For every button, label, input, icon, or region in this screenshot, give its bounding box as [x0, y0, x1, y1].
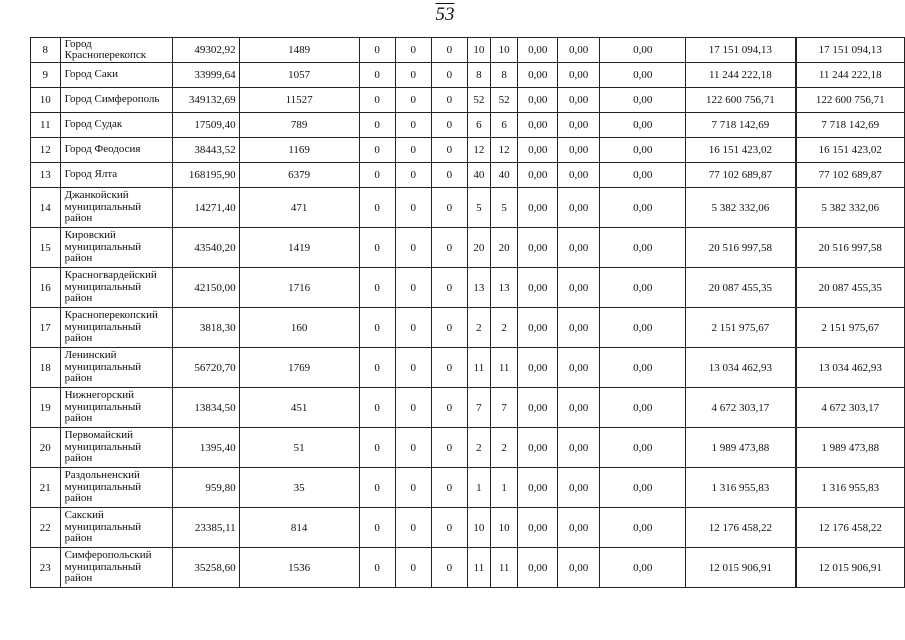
value-col-5-cell: 8 — [490, 63, 518, 88]
count-cell: 160 — [239, 308, 359, 348]
decimal-col-1-cell: 0,00 — [518, 113, 558, 138]
table-row — [31, 138, 905, 163]
value-col-1-cell: 0 — [359, 188, 395, 228]
count-cell: 51 — [239, 428, 359, 468]
value-col-2-cell: 0 — [395, 63, 431, 88]
municipality-name-cell: Красноперекопский муниципальный район — [60, 308, 173, 348]
table-row — [31, 388, 905, 428]
municipality-name-cell: Город Саки — [60, 63, 173, 88]
row-number-cell: 22 — [31, 508, 61, 548]
decimal-col-1-cell: 0,00 — [518, 428, 558, 468]
area-cell: 13834,50 — [173, 388, 240, 428]
table-body — [31, 38, 905, 588]
decimal-col-2-cell: 0,00 — [557, 308, 599, 348]
area-cell: 35258,60 — [173, 548, 240, 588]
count-cell: 1716 — [239, 268, 359, 308]
value-col-5-cell: 10 — [490, 508, 518, 548]
municipality-name-cell: Симферопольский муниципальный район — [60, 548, 173, 588]
total-cell: 7 718 142,69 — [796, 113, 905, 138]
value-col-4-cell: 7 — [468, 388, 491, 428]
decimal-col-2-cell: 0,00 — [557, 468, 599, 508]
amount-cell: 16 151 423,02 — [686, 138, 796, 163]
decimal-col-2-cell: 0,00 — [557, 138, 599, 163]
value-col-3-cell: 0 — [431, 88, 467, 113]
amount-cell: 77 102 689,87 — [686, 163, 796, 188]
amount-cell: 20 516 997,58 — [686, 228, 796, 268]
value-col-2-cell: 0 — [395, 88, 431, 113]
decimal-col-1-cell: 0,00 — [518, 38, 558, 63]
table-row — [31, 548, 905, 588]
municipality-name-cell: Город Красноперекопск — [60, 38, 173, 63]
value-col-4-cell: 1 — [468, 468, 491, 508]
value-col-5-cell: 2 — [490, 308, 518, 348]
decimal-col-1-cell: 0,00 — [518, 63, 558, 88]
decimal-col-3-cell: 0,00 — [600, 138, 686, 163]
area-cell: 43540,20 — [173, 228, 240, 268]
total-cell: 1 989 473,88 — [796, 428, 905, 468]
decimal-col-3-cell: 0,00 — [600, 88, 686, 113]
decimal-col-1-cell: 0,00 — [518, 268, 558, 308]
amount-cell: 20 087 455,35 — [686, 268, 796, 308]
value-col-2-cell: 0 — [395, 348, 431, 388]
count-cell: 1169 — [239, 138, 359, 163]
table-row — [31, 88, 905, 113]
count-cell: 35 — [239, 468, 359, 508]
decimal-col-2-cell: 0,00 — [557, 188, 599, 228]
decimal-col-2-cell: 0,00 — [557, 348, 599, 388]
municipality-name-cell: Нижнегорский муниципальный район — [60, 388, 173, 428]
municipality-name-cell: Город Феодосия — [60, 138, 173, 163]
value-col-5-cell: 11 — [490, 548, 518, 588]
value-col-3-cell: 0 — [431, 428, 467, 468]
value-col-2-cell: 0 — [395, 188, 431, 228]
count-cell: 814 — [239, 508, 359, 548]
total-cell: 2 151 975,67 — [796, 308, 905, 348]
area-cell: 38443,52 — [173, 138, 240, 163]
value-col-2-cell: 0 — [395, 138, 431, 163]
value-col-3-cell: 0 — [431, 508, 467, 548]
value-col-1-cell: 0 — [359, 138, 395, 163]
amount-cell: 4 672 303,17 — [686, 388, 796, 428]
total-cell: 12 015 906,91 — [796, 548, 905, 588]
decimal-col-1-cell: 0,00 — [518, 548, 558, 588]
row-number-cell: 17 — [31, 308, 61, 348]
decimal-col-1-cell: 0,00 — [518, 163, 558, 188]
decimal-col-1-cell: 0,00 — [518, 188, 558, 228]
table-row — [31, 428, 905, 468]
value-col-2-cell: 0 — [395, 38, 431, 63]
row-number-cell: 16 — [31, 268, 61, 308]
decimal-col-3-cell: 0,00 — [600, 38, 686, 63]
decimal-col-1-cell: 0,00 — [518, 468, 558, 508]
table-row — [31, 268, 905, 308]
row-number-cell: 21 — [31, 468, 61, 508]
value-col-3-cell: 0 — [431, 163, 467, 188]
decimal-col-2-cell: 0,00 — [557, 113, 599, 138]
value-col-5-cell: 12 — [490, 138, 518, 163]
amount-cell: 17 151 094,13 — [686, 38, 796, 63]
area-cell: 17509,40 — [173, 113, 240, 138]
area-cell: 959,80 — [173, 468, 240, 508]
decimal-col-1-cell: 0,00 — [518, 228, 558, 268]
value-col-1-cell: 0 — [359, 163, 395, 188]
count-cell: 1536 — [239, 548, 359, 588]
count-cell: 789 — [239, 113, 359, 138]
value-col-4-cell: 5 — [468, 188, 491, 228]
amount-cell: 122 600 756,71 — [686, 88, 796, 113]
municipality-name-cell: Сакский муниципальный район — [60, 508, 173, 548]
decimal-col-3-cell: 0,00 — [600, 348, 686, 388]
municipality-name-cell: Первомайский муниципальный район — [60, 428, 173, 468]
decimal-col-3-cell: 0,00 — [600, 548, 686, 588]
count-cell: 1489 — [239, 38, 359, 63]
total-cell: 20 516 997,58 — [796, 228, 905, 268]
value-col-2-cell: 0 — [395, 163, 431, 188]
row-number-cell: 10 — [31, 88, 61, 113]
value-col-3-cell: 0 — [431, 308, 467, 348]
row-number-cell: 14 — [31, 188, 61, 228]
area-cell: 14271,40 — [173, 188, 240, 228]
value-col-1-cell: 0 — [359, 348, 395, 388]
municipality-name-cell: Красногвардейский муниципальный район — [60, 268, 173, 308]
value-col-5-cell: 13 — [490, 268, 518, 308]
decimal-col-3-cell: 0,00 — [600, 428, 686, 468]
value-col-4-cell: 13 — [468, 268, 491, 308]
table-row — [31, 228, 905, 268]
count-cell: 6379 — [239, 163, 359, 188]
decimal-col-2-cell: 0,00 — [557, 163, 599, 188]
decimal-col-2-cell: 0,00 — [557, 388, 599, 428]
value-col-3-cell: 0 — [431, 113, 467, 138]
municipality-name-cell: Ленинский муниципальный район — [60, 348, 173, 388]
value-col-5-cell: 6 — [490, 113, 518, 138]
row-number-cell: 12 — [31, 138, 61, 163]
decimal-col-2-cell: 0,00 — [557, 228, 599, 268]
total-cell: 11 244 222,18 — [796, 63, 905, 88]
value-col-5-cell: 20 — [490, 228, 518, 268]
total-cell: 20 087 455,35 — [796, 268, 905, 308]
value-col-2-cell: 0 — [395, 308, 431, 348]
value-col-1-cell: 0 — [359, 113, 395, 138]
area-cell: 168195,90 — [173, 163, 240, 188]
value-col-2-cell: 0 — [395, 548, 431, 588]
decimal-col-1-cell: 0,00 — [518, 348, 558, 388]
total-cell: 77 102 689,87 — [796, 163, 905, 188]
value-col-1-cell: 0 — [359, 548, 395, 588]
amount-cell: 11 244 222,18 — [686, 63, 796, 88]
decimal-col-3-cell: 0,00 — [600, 63, 686, 88]
municipality-name-cell: Город Ялта — [60, 163, 173, 188]
value-col-3-cell: 0 — [431, 138, 467, 163]
value-col-3-cell: 0 — [431, 188, 467, 228]
area-cell: 23385,11 — [173, 508, 240, 548]
decimal-col-1-cell: 0,00 — [518, 138, 558, 163]
value-col-1-cell: 0 — [359, 228, 395, 268]
page-number: 53 — [435, 4, 455, 25]
table-row — [31, 508, 905, 548]
data-table — [30, 37, 905, 588]
value-col-3-cell: 0 — [431, 348, 467, 388]
decimal-col-3-cell: 0,00 — [600, 113, 686, 138]
value-col-1-cell: 0 — [359, 428, 395, 468]
municipality-name-cell: Джанкойский муниципальный район — [60, 188, 173, 228]
decimal-col-2-cell: 0,00 — [557, 88, 599, 113]
amount-cell: 12 015 906,91 — [686, 548, 796, 588]
row-number-cell: 15 — [31, 228, 61, 268]
total-cell: 12 176 458,22 — [796, 508, 905, 548]
decimal-col-2-cell: 0,00 — [557, 38, 599, 63]
total-cell: 13 034 462,93 — [796, 348, 905, 388]
decimal-col-2-cell: 0,00 — [557, 268, 599, 308]
value-col-4-cell: 11 — [468, 348, 491, 388]
row-number-cell: 19 — [31, 388, 61, 428]
value-col-5-cell: 7 — [490, 388, 518, 428]
value-col-3-cell: 0 — [431, 38, 467, 63]
count-cell: 1769 — [239, 348, 359, 388]
row-number-cell: 8 — [31, 38, 61, 63]
amount-cell: 1 989 473,88 — [686, 428, 796, 468]
count-cell: 11527 — [239, 88, 359, 113]
value-col-4-cell: 40 — [468, 163, 491, 188]
area-cell: 42150,00 — [173, 268, 240, 308]
total-cell: 5 382 332,06 — [796, 188, 905, 228]
row-number-cell: 23 — [31, 548, 61, 588]
value-col-4-cell: 2 — [468, 428, 491, 468]
value-col-1-cell: 0 — [359, 308, 395, 348]
area-cell: 3818,30 — [173, 308, 240, 348]
table-row — [31, 188, 905, 228]
area-cell: 33999,64 — [173, 63, 240, 88]
value-col-1-cell: 0 — [359, 468, 395, 508]
table-row — [31, 163, 905, 188]
municipality-name-cell: Город Симферополь — [60, 88, 173, 113]
decimal-col-2-cell: 0,00 — [557, 548, 599, 588]
table-row — [31, 113, 905, 138]
value-col-2-cell: 0 — [395, 268, 431, 308]
total-cell: 17 151 094,13 — [796, 38, 905, 63]
amount-cell: 1 316 955,83 — [686, 468, 796, 508]
municipality-name-cell: Раздольненский муниципальный район — [60, 468, 173, 508]
decimal-col-3-cell: 0,00 — [600, 188, 686, 228]
value-col-2-cell: 0 — [395, 388, 431, 428]
value-col-5-cell: 10 — [490, 38, 518, 63]
value-col-2-cell: 0 — [395, 428, 431, 468]
count-cell: 471 — [239, 188, 359, 228]
value-col-3-cell: 0 — [431, 468, 467, 508]
value-col-2-cell: 0 — [395, 113, 431, 138]
total-cell: 16 151 423,02 — [796, 138, 905, 163]
value-col-2-cell: 0 — [395, 508, 431, 548]
area-cell: 56720,70 — [173, 348, 240, 388]
row-number-cell: 13 — [31, 163, 61, 188]
value-col-1-cell: 0 — [359, 63, 395, 88]
count-cell: 1419 — [239, 228, 359, 268]
table-row — [31, 38, 905, 63]
decimal-col-3-cell: 0,00 — [600, 468, 686, 508]
table-row — [31, 308, 905, 348]
value-col-3-cell: 0 — [431, 388, 467, 428]
total-cell: 1 316 955,83 — [796, 468, 905, 508]
value-col-5-cell: 52 — [490, 88, 518, 113]
amount-cell: 13 034 462,93 — [686, 348, 796, 388]
value-col-2-cell: 0 — [395, 228, 431, 268]
amount-cell: 7 718 142,69 — [686, 113, 796, 138]
decimal-col-3-cell: 0,00 — [600, 163, 686, 188]
decimal-col-2-cell: 0,00 — [557, 428, 599, 468]
decimal-col-1-cell: 0,00 — [518, 88, 558, 113]
total-cell: 122 600 756,71 — [796, 88, 905, 113]
value-col-1-cell: 0 — [359, 88, 395, 113]
count-cell: 1057 — [239, 63, 359, 88]
value-col-4-cell: 2 — [468, 308, 491, 348]
area-cell: 1395,40 — [173, 428, 240, 468]
row-number-cell: 11 — [31, 113, 61, 138]
count-cell: 451 — [239, 388, 359, 428]
value-col-1-cell: 0 — [359, 388, 395, 428]
decimal-col-3-cell: 0,00 — [600, 508, 686, 548]
value-col-4-cell: 12 — [468, 138, 491, 163]
value-col-5-cell: 40 — [490, 163, 518, 188]
value-col-5-cell: 2 — [490, 428, 518, 468]
total-cell: 4 672 303,17 — [796, 388, 905, 428]
value-col-4-cell: 6 — [468, 113, 491, 138]
value-col-5-cell: 5 — [490, 188, 518, 228]
value-col-4-cell: 10 — [468, 508, 491, 548]
value-col-5-cell: 11 — [490, 348, 518, 388]
decimal-col-3-cell: 0,00 — [600, 308, 686, 348]
amount-cell: 2 151 975,67 — [686, 308, 796, 348]
decimal-col-1-cell: 0,00 — [518, 308, 558, 348]
row-number-cell: 18 — [31, 348, 61, 388]
value-col-3-cell: 0 — [431, 548, 467, 588]
table-row — [31, 63, 905, 88]
municipality-name-cell: Город Судак — [60, 113, 173, 138]
decimal-col-3-cell: 0,00 — [600, 388, 686, 428]
value-col-4-cell: 8 — [468, 63, 491, 88]
value-col-1-cell: 0 — [359, 38, 395, 63]
amount-cell: 12 176 458,22 — [686, 508, 796, 548]
decimal-col-2-cell: 0,00 — [557, 508, 599, 548]
decimal-col-3-cell: 0,00 — [600, 228, 686, 268]
area-cell: 49302,92 — [173, 38, 240, 63]
amount-cell: 5 382 332,06 — [686, 188, 796, 228]
value-col-4-cell: 20 — [468, 228, 491, 268]
value-col-3-cell: 0 — [431, 268, 467, 308]
value-col-3-cell: 0 — [431, 228, 467, 268]
value-col-1-cell: 0 — [359, 268, 395, 308]
row-number-cell: 9 — [31, 63, 61, 88]
table-row — [31, 348, 905, 388]
value-col-2-cell: 0 — [395, 468, 431, 508]
decimal-col-1-cell: 0,00 — [518, 508, 558, 548]
municipality-name-cell: Кировский муниципальный район — [60, 228, 173, 268]
value-col-3-cell: 0 — [431, 63, 467, 88]
table-row — [31, 468, 905, 508]
value-col-4-cell: 11 — [468, 548, 491, 588]
value-col-4-cell: 10 — [468, 38, 491, 63]
decimal-col-2-cell: 0,00 — [557, 63, 599, 88]
row-number-cell: 20 — [31, 428, 61, 468]
value-col-4-cell: 52 — [468, 88, 491, 113]
value-col-5-cell: 1 — [490, 468, 518, 508]
area-cell: 349132,69 — [173, 88, 240, 113]
value-col-1-cell: 0 — [359, 508, 395, 548]
decimal-col-3-cell: 0,00 — [600, 268, 686, 308]
decimal-col-1-cell: 0,00 — [518, 388, 558, 428]
